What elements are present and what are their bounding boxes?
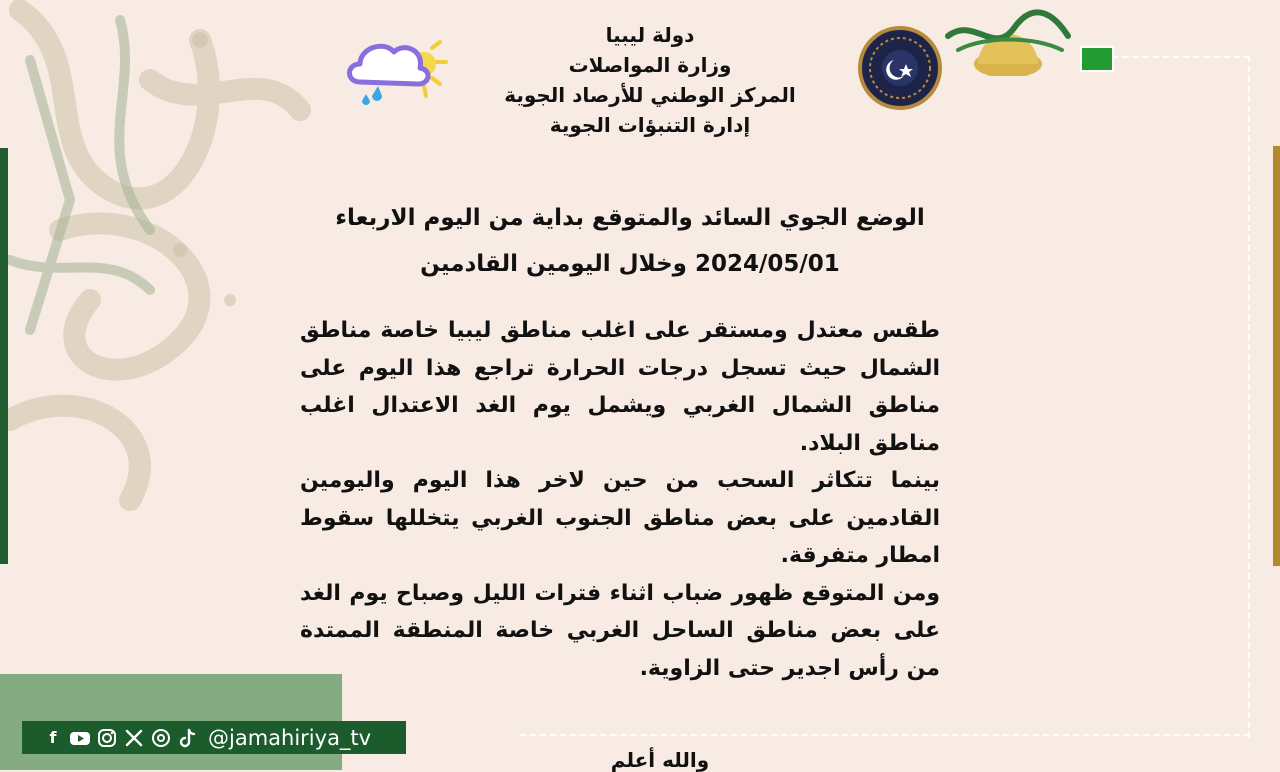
forecast-paragraph-2: بينما تتكاثر السحب من حين لاخر هذا اليوم واليومين القادمين على بعض مناطق الجنوب الغربي يتخللها سقوط امطار متفرقة. — [300, 468, 940, 568]
social-handle[interactable]: @jamahiriya_tv — [208, 725, 372, 750]
calligraphy-watermark — [0, 0, 330, 770]
center-name: المركز الوطني للأرصاد الجوية — [504, 83, 796, 107]
left-accent-bar — [0, 148, 8, 564]
x-icon[interactable] — [123, 727, 145, 749]
ministry-header — [500, 20, 800, 140]
facebook-icon[interactable]: f — [49, 728, 57, 747]
ministry-name: وزارة المواصلات — [568, 53, 732, 77]
forecast-paragraph-1: طقس معتدل ومستقر على اغلب مناطق ليبيا خاصة مناطق الشمال حيث تسجل درجات الحرارة تراجع هذا اليوم على مناطق الشمال الغربي ويشمل يوم الغد الاعتدال اغلب مناطق البلاد. — [300, 318, 940, 456]
dashed-frame — [1092, 56, 1250, 738]
threads-icon[interactable] — [150, 727, 172, 749]
title-line-2: 2024/05/01 وخلال اليومين القادمين — [420, 251, 840, 277]
title-line-1: الوضع الجوي السائد والمتوقع بداية من اليوم الاربعاء — [335, 205, 925, 231]
department-name: إدارة التنبؤات الجوية — [549, 113, 751, 137]
rain-cloud-icon — [340, 28, 452, 108]
closing-phrase: والله أعلم — [610, 748, 710, 772]
forecast-paragraph-3: ومن المتوقع ظهور ضباب اثناء فترات الليل وصباح يوم الغد على بعض مناطق الساحل الغربي خاصة المنطقة الممتدة من رأس اجدير حتى الزاوية. — [300, 580, 940, 681]
youtube-icon[interactable] — [69, 727, 91, 749]
dashed-divider — [520, 734, 1250, 736]
state-seal-icon — [856, 26, 944, 110]
social-bar — [22, 721, 406, 754]
forecast-body — [300, 312, 940, 687]
instagram-icon[interactable] — [96, 727, 118, 749]
tiktok-icon[interactable] — [177, 727, 199, 749]
right-accent-bar — [1273, 146, 1280, 566]
country-name: دولة ليبيا — [605, 23, 695, 47]
channel-logo-icon — [944, 6, 1072, 76]
bulletin-title — [290, 195, 970, 287]
flag-badge — [1080, 46, 1114, 72]
